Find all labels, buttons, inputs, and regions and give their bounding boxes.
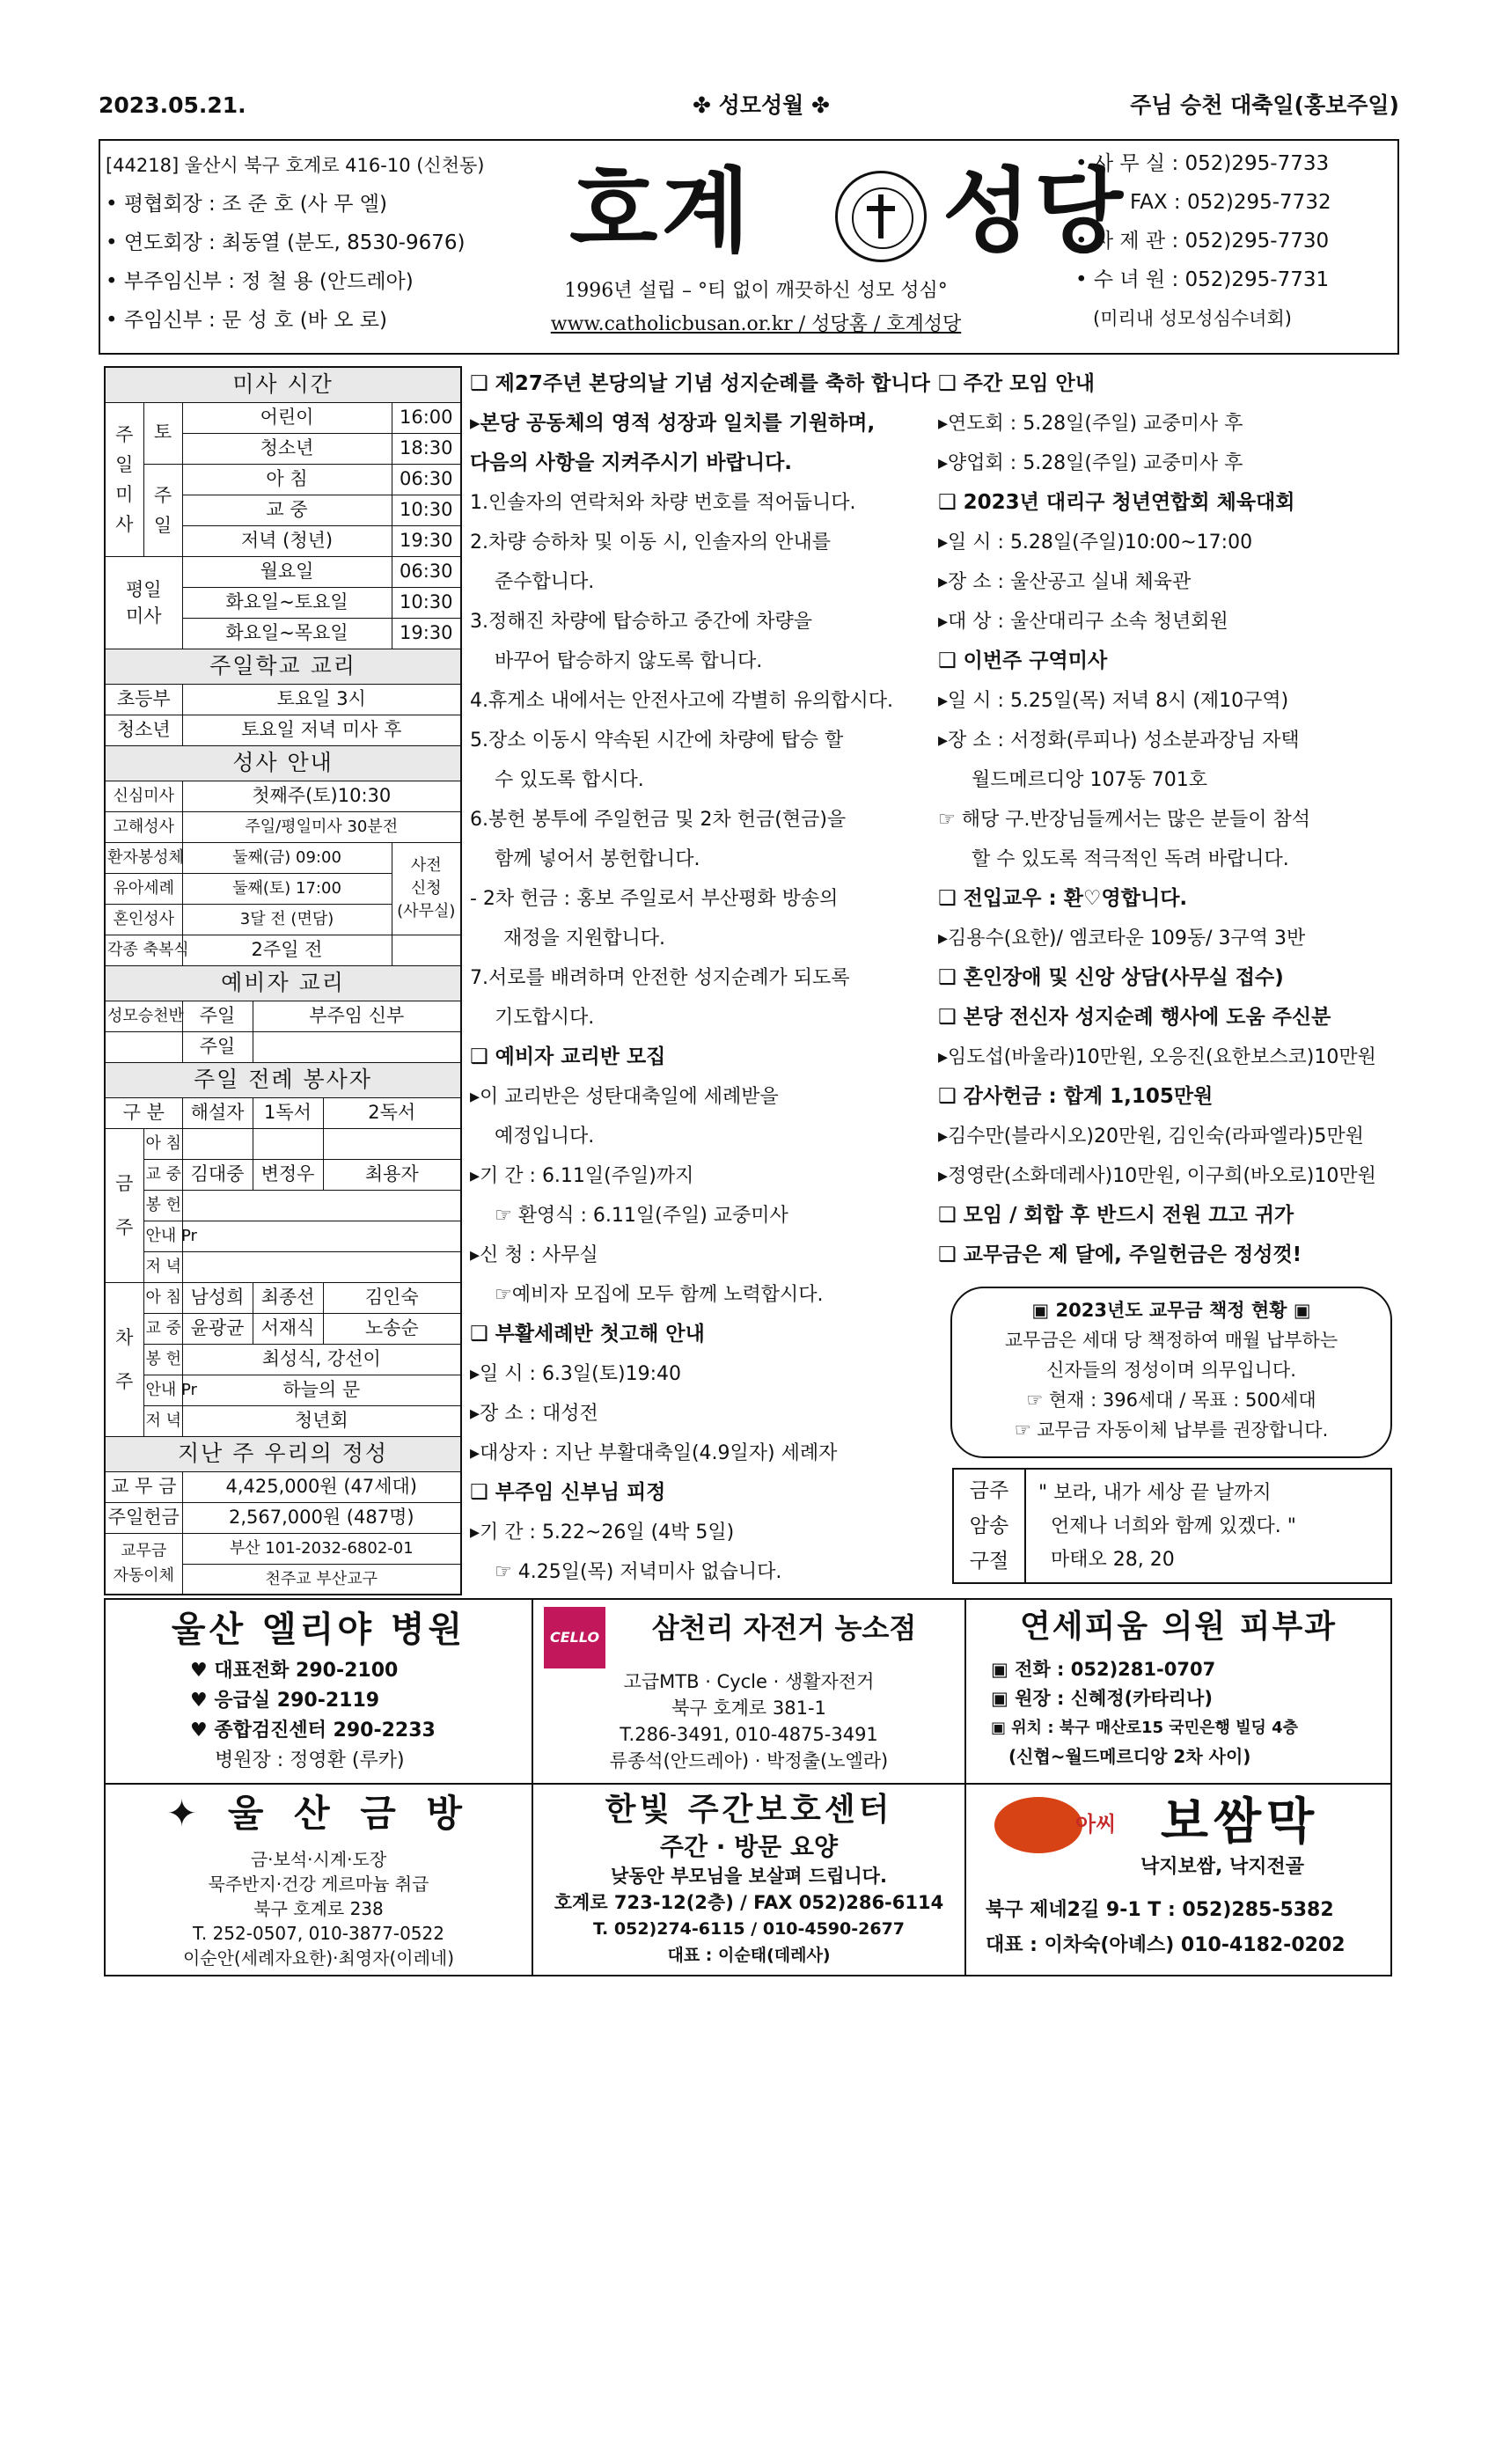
server-cell: 윤광균 xyxy=(182,1313,253,1344)
notice-line: ☞ 4.25일(목) 저녁미사 없습니다. xyxy=(495,1561,782,1583)
offering-value: 4,425,000원 (47세대) xyxy=(182,1471,461,1502)
jewelry-name: ✦ 울 산 금 방 xyxy=(166,1792,471,1835)
sacrament-name: 고해성사 xyxy=(105,811,182,842)
notice-heading: ❑ 혼인장애 및 신앙 상담(사무실 접수) xyxy=(938,966,1284,989)
mass-time: 16:00 xyxy=(392,402,461,433)
school-time: 토요일 저녁 미사 후 xyxy=(182,715,461,745)
notice-line: 재정을 지원합니다. xyxy=(503,928,666,950)
contact-info xyxy=(1075,144,1399,338)
hospital-name: 울산 엘리야 병원 xyxy=(171,1610,466,1650)
notice-line: ▸장 소 : 울산공고 실내 체육관 xyxy=(938,571,1192,593)
sacrament-name: 혼인성사 xyxy=(105,904,182,935)
catechumen-teacher: 부주임 신부 xyxy=(253,1001,461,1031)
verse-label: 금주 암송 구절 xyxy=(954,1470,1026,1582)
hospital-line: ♥ 대표전화 290-2100 xyxy=(190,1660,399,1682)
server-cell: 노송순 xyxy=(323,1313,461,1344)
verse-text xyxy=(1038,1477,1296,1577)
daycare-name: 한빛 주간보호센터 xyxy=(605,1792,893,1828)
server-cell xyxy=(182,1221,461,1251)
ad-jewelry xyxy=(106,1790,532,1970)
notice-line: 함께 넣어서 봉헌합니다. xyxy=(495,848,700,870)
sacrament-time: 둘째(토) 17:00 xyxy=(182,873,392,904)
servers-header: 구 분 xyxy=(105,1097,182,1128)
cello-logo: CELLO xyxy=(544,1607,605,1668)
notice-line: 3.정해진 차량에 탑승하고 중간에 차량을 xyxy=(470,611,812,633)
bicycle-shop-name: 삼천리 자전거 농소점 xyxy=(651,1611,917,1645)
sunday-school-title: 주일학교 교리 xyxy=(105,649,461,684)
notice-line: 월드메르디앙 107동 701호 xyxy=(972,769,1207,791)
mass-time: 10:30 xyxy=(392,495,461,525)
notice-line: ▸장 소 : 대성전 xyxy=(470,1403,598,1425)
spacer-cell xyxy=(253,1031,461,1062)
notice-line: 준수합니다. xyxy=(495,571,595,593)
restaurant-sub: 낙지보쌈, 낙지전골 xyxy=(1140,1856,1305,1878)
servers-header: 해설자 xyxy=(182,1097,253,1128)
service-name: 저 녁 xyxy=(143,1251,182,1282)
mass-time: 19:30 xyxy=(392,525,461,556)
title-right: 성당 xyxy=(942,157,1126,265)
daycare-line: 대표 : 이순태(데레사) xyxy=(667,1946,831,1966)
church-emblem-icon xyxy=(835,171,927,262)
schedule-table xyxy=(104,366,462,1595)
notice-line: ▸김수만(블라시오)20만원, 김인숙(라파엘라)5만원 xyxy=(938,1126,1364,1148)
catechumen-day: 주일 xyxy=(182,1001,253,1031)
ad-bicycle xyxy=(533,1607,964,1774)
spacer-cell xyxy=(105,1031,182,1062)
service-name: 안내 Pr xyxy=(143,1375,182,1405)
notice-line: 예정입니다. xyxy=(495,1126,595,1148)
notice-heading: ❑ 감사헌금 : 합계 1,105만원 xyxy=(938,1085,1214,1108)
notice-line: ▸대 상 : 울산대리구 소속 청년회원 xyxy=(938,611,1228,633)
mass-time: 19:30 xyxy=(392,618,461,649)
notice-line: 2.차량 승하차 및 이동 시, 인솔자의 안내를 xyxy=(470,532,831,554)
bicycle-line: T.286-3491, 010-4875-3491 xyxy=(620,1723,878,1745)
notice-line: ☞ 환영식 : 6.11일(주일) 교중미사 xyxy=(495,1205,788,1227)
jewelry-line: 금·보석·시계·도장 xyxy=(250,1848,387,1870)
month-label: ✤ 성모성월 ✤ xyxy=(693,92,830,118)
server-cell: 변정우 xyxy=(253,1159,323,1190)
notice-heading: ❑ 이번주 구역미사 xyxy=(938,649,1108,672)
server-cell: 김인숙 xyxy=(323,1282,461,1313)
notice-line: ▸기 간 : 5.22~26일 (4박 5일) xyxy=(470,1522,735,1544)
daycare-line: 낮동안 부모님을 보살펴 드립니다. xyxy=(611,1866,887,1888)
server-cell xyxy=(182,1190,461,1221)
catechumen-class: 성모승천반 xyxy=(105,1001,182,1031)
title-left: 호계 xyxy=(569,157,753,265)
jewelry-line: 묵주반지·건강 게르마늄 취급 xyxy=(208,1873,429,1895)
mass-name: 월요일 xyxy=(182,556,392,587)
server-cell xyxy=(253,1128,323,1159)
notice-line: 4.휴게소 내에서는 안전사고에 각별히 유의합시다. xyxy=(470,690,893,712)
restaurant-name: 보쌈막 xyxy=(1160,1793,1320,1851)
jewelry-line: 북구 호계로 238 xyxy=(253,1897,384,1919)
notice-heading: ❑ 모임 / 회합 후 반드시 전원 끄고 귀가 xyxy=(938,1204,1294,1227)
hospital-director: 병원장 : 정영환 (루카) xyxy=(215,1749,405,1771)
bicycle-line: 류종석(안드레아) · 박정출(노엘라) xyxy=(609,1749,889,1771)
sacrament-time: 둘째(금) 09:00 xyxy=(182,842,392,873)
notice-line: ▸양업회 : 5.28일(주일) 교중미사 후 xyxy=(938,452,1243,474)
bicycle-line: 고급MTB · Cycle · 생활자전거 xyxy=(623,1670,875,1692)
sacrament-name: 유아세례 xyxy=(105,873,182,904)
middle-column xyxy=(470,364,933,1592)
notice-line: ☞예비자 모집에 모두 함께 노력합시다. xyxy=(495,1284,824,1306)
parish-title xyxy=(536,144,1126,268)
bank-account: 부산 101-2032-6802-01 xyxy=(182,1533,461,1564)
service-name: 아 침 xyxy=(143,1128,182,1159)
clinic-line: ▣ 위치 : 북구 매산로15 국민은행 빌딩 4층 xyxy=(991,1718,1299,1737)
weekday-mass-label: 평일 미사 xyxy=(105,556,182,649)
notice-line: ▸김용수(요한)/ 엠코타운 109동/ 3구역 3반 xyxy=(938,928,1306,950)
right-column xyxy=(938,364,1396,1275)
server-cell: 최용자 xyxy=(323,1159,461,1190)
dues-line: 교무금은 세대 당 책정하여 매월 납부하는 xyxy=(1004,1330,1338,1351)
saturday-label: 토 xyxy=(143,402,182,464)
ad-clinic xyxy=(966,1607,1390,1771)
sacrament-title: 성사 안내 xyxy=(105,745,461,781)
officer-line: • 연도회장 : 최동열 (분도, 8530-9676) xyxy=(106,231,466,254)
servers-header: 2독서 xyxy=(323,1097,461,1128)
notice-heading: ▸본당 공동체의 영적 성장과 일치를 기원하며, xyxy=(470,412,876,435)
notice-line: ▸임도섭(바울라)10만원, 오응진(요한보스코)10만원 xyxy=(938,1046,1376,1068)
mass-time: 06:30 xyxy=(392,464,461,495)
restaurant-line: 대표 : 이차숙(아녜스) 010-4182-0202 xyxy=(986,1933,1346,1956)
service-name: 교 중 xyxy=(143,1313,182,1344)
contact-line: • 사 무 실 : 052)295-7733 xyxy=(1075,152,1330,175)
notice-line: ▸장 소 : 서정화(루피나) 성소분과장님 자택 xyxy=(938,730,1300,752)
notice-heading: ❑ 예비자 교리반 모집 xyxy=(470,1045,666,1068)
feast-label: 주님 승천 대축일(홍보주일) xyxy=(1130,92,1399,118)
mass-name: 화요일~목요일 xyxy=(182,618,392,649)
spacer-cell xyxy=(392,935,461,965)
notice-heading: ❑ 부주임 신부님 피정 xyxy=(470,1481,666,1504)
service-name: 저 녁 xyxy=(143,1405,182,1436)
server-cell xyxy=(182,1251,461,1282)
clinic-line: ▣ 전화 : 052)281-0707 xyxy=(991,1658,1216,1680)
sacrament-note: 사전 신청 (사무실) xyxy=(392,842,461,935)
server-cell: 하늘의 문 xyxy=(182,1375,461,1405)
officer-line: • 평협회장 : 조 준 호 (사 무 엘) xyxy=(106,193,387,216)
sacrament-name: 환자봉성체 xyxy=(105,842,182,873)
sacrament-time: 3달 전 (면담) xyxy=(182,904,392,935)
offering-label: 주일헌금 xyxy=(105,1502,182,1533)
parish-info xyxy=(106,146,563,340)
notice-line: ▸일 시 : 5.28일(주일)10:00~17:00 xyxy=(938,532,1253,554)
notice-line: ▸기 간 : 6.11일(주일)까지 xyxy=(470,1165,694,1187)
servers-header: 1독서 xyxy=(253,1097,323,1128)
website-link[interactable]: www.catholicbusan.or.kr / 성당홈 / 호계성당 xyxy=(550,313,962,335)
dues-title: ▣ 2023년도 교무금 책정 현황 ▣ xyxy=(1031,1300,1311,1321)
server-cell xyxy=(323,1128,461,1159)
notice-line: 5.장소 이동시 약속된 시간에 차량에 탑승 할 xyxy=(470,730,844,752)
offering-value: 2,567,000원 (487명) xyxy=(182,1502,461,1533)
servers-title: 주일 전례 봉사자 xyxy=(105,1062,461,1097)
notice-line: ▸일 시 : 5.25일(목) 저녁 8시 (제10구역) xyxy=(938,690,1289,712)
notice-line: ▸대상자 : 지난 부활대축일(4.9일자) 세례자 xyxy=(470,1442,838,1464)
notice-line: ▸신 청 : 사무실 xyxy=(470,1244,598,1266)
server-cell: 청년회 xyxy=(182,1405,461,1436)
notice-line: 바꾸어 탑승하지 않도록 합니다. xyxy=(495,650,763,672)
clinic-line: ▣ 원장 : 신혜정(카타리나) xyxy=(991,1687,1213,1709)
sacrament-time: 첫째주(토)10:30 xyxy=(182,781,461,811)
mass-name: 어린이 xyxy=(182,402,392,433)
convent-name: (미리내 성모성심수녀회) xyxy=(1093,308,1292,329)
mass-time-title: 미사 시간 xyxy=(105,367,461,402)
server-cell: 김대중 xyxy=(182,1159,253,1190)
dues-status-box xyxy=(950,1287,1392,1458)
jewelry-line: T. 252-0507, 010-3877-0522 xyxy=(193,1922,444,1944)
restaurant-line: 북구 제네2길 9-1 T : 052)285-5382 xyxy=(986,1898,1334,1921)
school-group: 청소년 xyxy=(105,715,182,745)
contact-line: • 수 녀 원 : 052)295-7731 xyxy=(1075,268,1330,291)
daycare-line: T. 052)274-6115 / 010-4590-2677 xyxy=(592,1919,906,1940)
weekly-verse-box xyxy=(952,1468,1392,1584)
notice-heading: ❑ 부활세례반 첫고해 안내 xyxy=(470,1323,705,1346)
server-cell: 서재식 xyxy=(253,1313,323,1344)
catechumen-title: 예비자 교리 xyxy=(105,965,461,1001)
dues-line: ☞ 교무금 자동이체 납부를 권장합니다. xyxy=(1014,1419,1329,1441)
sunday-label: 주 일 xyxy=(143,464,182,556)
contact-line: FAX : 052)295-7732 xyxy=(1130,191,1331,214)
notice-line: ▸연도회 : 5.28일(주일) 교중미사 후 xyxy=(938,413,1243,435)
hospital-line: ♥ 종합검진센터 290-2233 xyxy=(190,1720,436,1742)
mass-name: 교 중 xyxy=(182,495,392,525)
dues-line: 신자들의 정성이며 의무입니다. xyxy=(1046,1360,1296,1381)
verse-line: " 보라, 내가 세상 끝 날까지 xyxy=(1038,1482,1272,1504)
sacrament-time: 2주일 전 xyxy=(182,935,392,965)
founded-line: 1996년 설립 – °티 없이 깨끗하신 성모 성심° xyxy=(564,280,948,302)
sacrament-time: 주일/평일미사 30분전 xyxy=(182,811,461,842)
notice-heading: ❑ 전입교우 : 환♡영합니다. xyxy=(938,887,1188,910)
offering-title: 지난 주 우리의 정성 xyxy=(105,1436,461,1471)
school-time: 토요일 3시 xyxy=(182,684,461,715)
notice-heading: ❑ 제27주년 본당의날 기념 성지순례를 축하 합니다 xyxy=(470,372,930,395)
mass-name: 화요일~토요일 xyxy=(182,587,392,618)
notice-line: 할 수 있도록 적극적인 독려 바랍니다. xyxy=(972,848,1289,870)
officer-line: • 주임신부 : 문 성 호 (바 오 로) xyxy=(106,309,387,332)
next-week-label: 차 주 xyxy=(105,1282,143,1436)
account-holder: 천주교 부산교구 xyxy=(182,1564,461,1595)
sunday-mass-label: 주 일 미 사 xyxy=(105,402,143,556)
mass-name: 아 침 xyxy=(182,464,392,495)
notice-line: 1.인솔자의 연락처와 차량 번호를 적어둡니다. xyxy=(470,492,856,514)
service-name: 봉 헌 xyxy=(143,1190,182,1221)
notice-line: ▸일 시 : 6.3일(토)19:40 xyxy=(470,1363,681,1385)
notice-line: ▸이 교리반은 성탄대축일에 세례받을 xyxy=(470,1086,779,1108)
mass-time: 10:30 xyxy=(392,587,461,618)
server-cell xyxy=(182,1128,253,1159)
notice-line: 기도합시다. xyxy=(495,1007,595,1029)
ad-restaurant xyxy=(966,1790,1390,1963)
this-week-label: 금 주 xyxy=(105,1128,143,1282)
masthead xyxy=(99,139,1399,355)
officer-line: • 부주임신부 : 정 철 용 (안드레아) xyxy=(106,270,414,293)
parish-address: [44218] 울산시 북구 호계로 416-10 (신천동) xyxy=(106,155,485,176)
mass-name: 청소년 xyxy=(182,433,392,464)
mass-time: 06:30 xyxy=(392,556,461,587)
service-name: 아 침 xyxy=(143,1282,182,1313)
auto-transfer-label: 교무금 자동이체 xyxy=(105,1533,182,1595)
clinic-line: (신협~월드메르디앙 2차 사이) xyxy=(1008,1745,1251,1767)
notice-line: - 2차 헌금 : 홍보 주일로서 부산평화 방송의 xyxy=(470,888,839,910)
hospital-line: ♥ 응급실 290-2119 xyxy=(190,1690,380,1712)
service-name: 봉 헌 xyxy=(143,1344,182,1375)
notice-heading: ❑ 주간 모임 안내 xyxy=(938,372,1095,395)
notice-heading: ❑ 2023년 대리구 청년연합회 체육대회 xyxy=(938,491,1295,514)
notice-heading: ❑ 본당 전신자 성지순례 행사에 도움 주신분 xyxy=(938,1006,1331,1029)
service-name: 교 중 xyxy=(143,1159,182,1190)
notice-line: 수 있도록 합시다. xyxy=(495,769,644,791)
service-name: 안내 Pr xyxy=(143,1221,182,1251)
notice-line: ▸정영란(소화데레사)10만원, 이구희(바오로)10만원 xyxy=(938,1165,1376,1187)
issue-date: 2023.05.21. xyxy=(99,92,246,118)
notice-line: ☞ 해당 구.반장님들께서는 많은 분들이 참석 xyxy=(938,809,1310,831)
brand-label: 아씨 xyxy=(1075,1812,1117,1837)
jewelry-line: 이순안(세례자요한)·최영자(이레네) xyxy=(182,1947,455,1969)
sacrament-name: 신심미사 xyxy=(105,781,182,811)
sacrament-name: 각종 축복식 xyxy=(105,935,182,965)
verse-ref: 마태오 28, 20 xyxy=(1051,1549,1175,1571)
notice-heading: ❑ 교무금은 제 달에, 주일헌금은 정성껏! xyxy=(938,1243,1302,1266)
clinic-name: 연세피움 의원 피부과 xyxy=(1019,1609,1338,1645)
offering-label: 교 무 금 xyxy=(105,1471,182,1502)
parish-subtitle xyxy=(536,275,976,341)
octopus-logo-icon xyxy=(994,1797,1082,1853)
bicycle-line: 북구 호계로 381-1 xyxy=(671,1697,826,1719)
school-group: 초등부 xyxy=(105,684,182,715)
daycare-sub: 주간 · 방문 요양 xyxy=(659,1831,839,1861)
catechumen-day: 주일 xyxy=(182,1031,253,1062)
server-cell: 최성식, 강선이 xyxy=(182,1344,461,1375)
daycare-line: 호계로 723-12(2층) / FAX 052)286-6114 xyxy=(554,1892,944,1914)
notice-line: 6.봉헌 봉투에 주일헌금 및 2차 헌금(현금)을 xyxy=(470,809,847,831)
verse-line: 언제나 너희와 함께 있겠다. " xyxy=(1051,1515,1296,1537)
server-cell: 남성희 xyxy=(182,1282,253,1313)
ad-hospital xyxy=(106,1607,532,1776)
notice-line: 7.서로를 배려하며 안전한 성지순례가 되도록 xyxy=(470,967,850,989)
notice-heading: 다음의 사항을 지켜주시기 바랍니다. xyxy=(470,451,793,474)
mass-name: 저녁 (청년) xyxy=(182,525,392,556)
ads-grid xyxy=(104,1598,1392,1976)
dues-line: ☞ 현재 : 396세대 / 목표 : 500세대 xyxy=(1026,1390,1316,1411)
contact-line: • 사 제 관 : 052)295-7730 xyxy=(1075,230,1330,253)
ad-daycare xyxy=(533,1790,964,1969)
top-bar xyxy=(99,88,1399,127)
mass-time: 18:30 xyxy=(392,433,461,464)
server-cell: 최종선 xyxy=(253,1282,323,1313)
